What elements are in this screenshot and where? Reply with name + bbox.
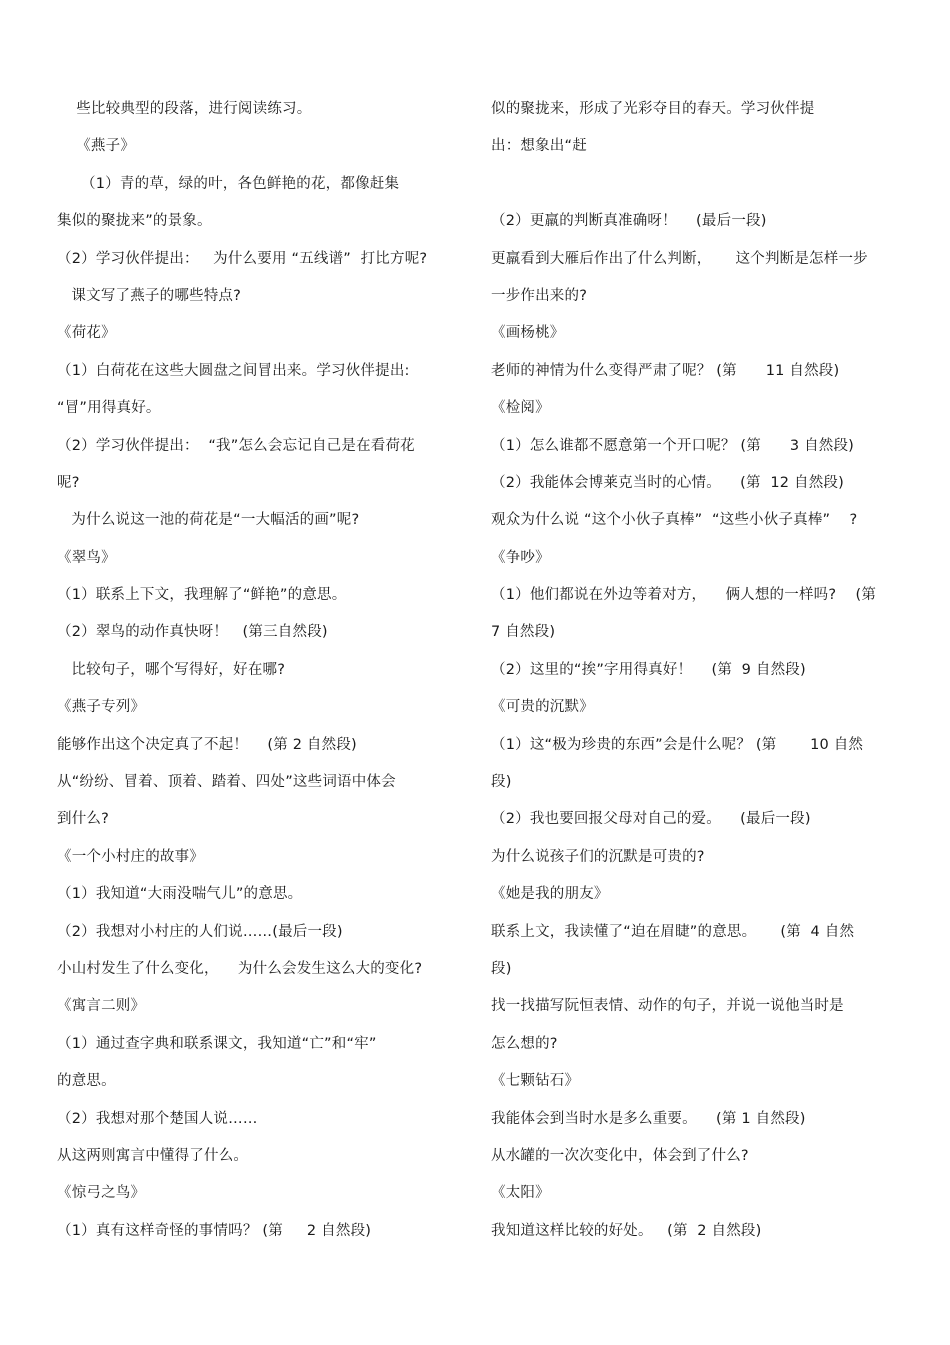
- text-line: （2）我能体会博莱克当时的心情。 (第 12 自然段): [491, 474, 844, 491]
- text-line: （2）学习伙伴提出： “我”怎么会忘记自己是在看荷花: [57, 437, 415, 454]
- text-line: 出：想象出“赶: [491, 138, 587, 155]
- text-line: （1）青的草，绿的叶，各色鲜艳的花，都像赶集: [57, 175, 400, 192]
- text-line: （1）真有这样奇怪的事情吗？ (第 2 自然段): [57, 1222, 372, 1239]
- text-line: 从“纷纷、冒着、顶着、踏着、四处”这些词语中体会: [57, 774, 396, 791]
- text-line: 一步作出来的?: [491, 287, 588, 304]
- text-line: 为什么说孩子们的沉默是可贵的?: [491, 848, 705, 865]
- text-line: （2）学习伙伴提出： 为什么要用 “五线谱” 打比方呢?: [57, 250, 428, 267]
- text-line: 《争吵》: [491, 549, 550, 566]
- text-line: 联系上文，我读懂了“迫在眉睫”的意思。 (第 4 自然: [491, 923, 855, 940]
- text-line: 段): [491, 960, 512, 977]
- text-line: [491, 171, 891, 208]
- right-column: [491, 96, 891, 1255]
- text-line: 《可贵的沉默》: [491, 699, 594, 716]
- text-line: 《惊弓之鸟》: [57, 1185, 146, 1202]
- text-line: 课文写了燕子的哪些特点?: [57, 287, 242, 304]
- text-line: 《燕子》: [57, 138, 136, 155]
- text-line: 似的聚拢来，形成了光彩夺目的春天。学习伙伴提: [491, 101, 815, 117]
- text-line: 呢?: [57, 474, 80, 491]
- text-line: （1）通过查字典和联系课文，我知道“亡”和“牢”: [57, 1035, 377, 1052]
- text-line: 7 自然段): [491, 624, 556, 641]
- text-line: （1）他们都说在外边等着对方， 俩人想的一样吗? (第: [491, 587, 877, 604]
- text-line: （1）联系上下文，我理解了“鲜艳”的意思。: [57, 587, 347, 604]
- text-line: 的意思。: [57, 1073, 116, 1090]
- text-line: （2）我想对小村庄的人们说……(最后一段): [57, 923, 343, 940]
- text-line: 到什么?: [57, 811, 109, 828]
- text-line: 更羸看到大雁后作出了什么判断， 这个判断是怎样一步: [491, 250, 868, 267]
- text-line: 《荷花》: [57, 325, 116, 342]
- text-line: （1）这“极为珍贵的东西”会是什么呢？ (第 10 自然: [491, 736, 864, 753]
- text-line: （2）我想对那个楚国人说……: [57, 1110, 258, 1127]
- text-line: 《寓言二则》: [57, 998, 146, 1015]
- text-line: 《太阳》: [491, 1185, 550, 1202]
- text-line: 观众为什么说 “这个小伙子真棒” “这些小伙子真棒” ?: [491, 512, 858, 529]
- left-column: [57, 96, 447, 1255]
- text-line: 《画杨桃》: [491, 325, 565, 342]
- text-line: 从水罐的一次次变化中，体会到了什么?: [491, 1147, 749, 1164]
- text-line: （1）怎么谁都不愿意第一个开口呢？ (第 3 自然段): [491, 437, 855, 454]
- text-line: 找一找描写阮恒表情、动作的句子，并说一说他当时是: [491, 998, 844, 1015]
- text-line: 《她是我的朋友》: [491, 886, 609, 903]
- text-line: “冒”用得真好。: [57, 400, 161, 417]
- text-line: 老师的神情为什么变得严肃了呢？ (第 11 自然段): [491, 362, 840, 379]
- text-line: 些比较典型的段落，进行阅读练习。: [57, 101, 312, 117]
- text-line: 比较句子，哪个写得好，好在哪?: [57, 661, 286, 678]
- text-line: （1）我知道“大雨没喘气儿”的意思。: [57, 886, 303, 903]
- text-line: （2）翠鸟的动作真快呀！ (第三自然段): [57, 624, 328, 641]
- text-line: 我能体会到当时水是多么重要。 (第 1 自然段): [491, 1110, 806, 1127]
- text-line: 能够作出这个决定真了不起！ (第 2 自然段): [57, 736, 357, 753]
- text-line: 《检阅》: [491, 400, 550, 417]
- text-line: （2）这里的“挨”字用得真好！ (第 9 自然段): [491, 661, 806, 678]
- text-line: 《翠鸟》: [57, 549, 116, 566]
- text-line: （2）我也要回报父母对自己的爱。 (最后一段): [491, 811, 811, 828]
- text-line: 为什么说这一池的荷花是“一大幅活的画”呢?: [57, 512, 360, 529]
- text-line: （1）白荷花在这些大圆盘之间冒出来。学习伙伴提出:: [57, 362, 410, 379]
- text-line: 《燕子专列》: [57, 699, 146, 716]
- text-line: 段): [491, 774, 512, 791]
- text-line: 从这两则寓言中懂得了什么。: [57, 1147, 249, 1164]
- text-line: 《七颗钻石》: [491, 1073, 580, 1090]
- text-line: 我知道这样比较的好处。 (第 2 自然段): [491, 1222, 762, 1239]
- text-line: 《一个小村庄的故事》: [57, 848, 204, 865]
- text-line: 小山村发生了什么变化， 为什么会发生这么大的变化?: [57, 960, 423, 977]
- text-line: （2）更羸的判断真准确呀！ (最后一段): [491, 213, 767, 230]
- text-line: 集似的聚拢来”的景象。: [57, 213, 212, 230]
- text-line: 怎么想的?: [491, 1035, 558, 1052]
